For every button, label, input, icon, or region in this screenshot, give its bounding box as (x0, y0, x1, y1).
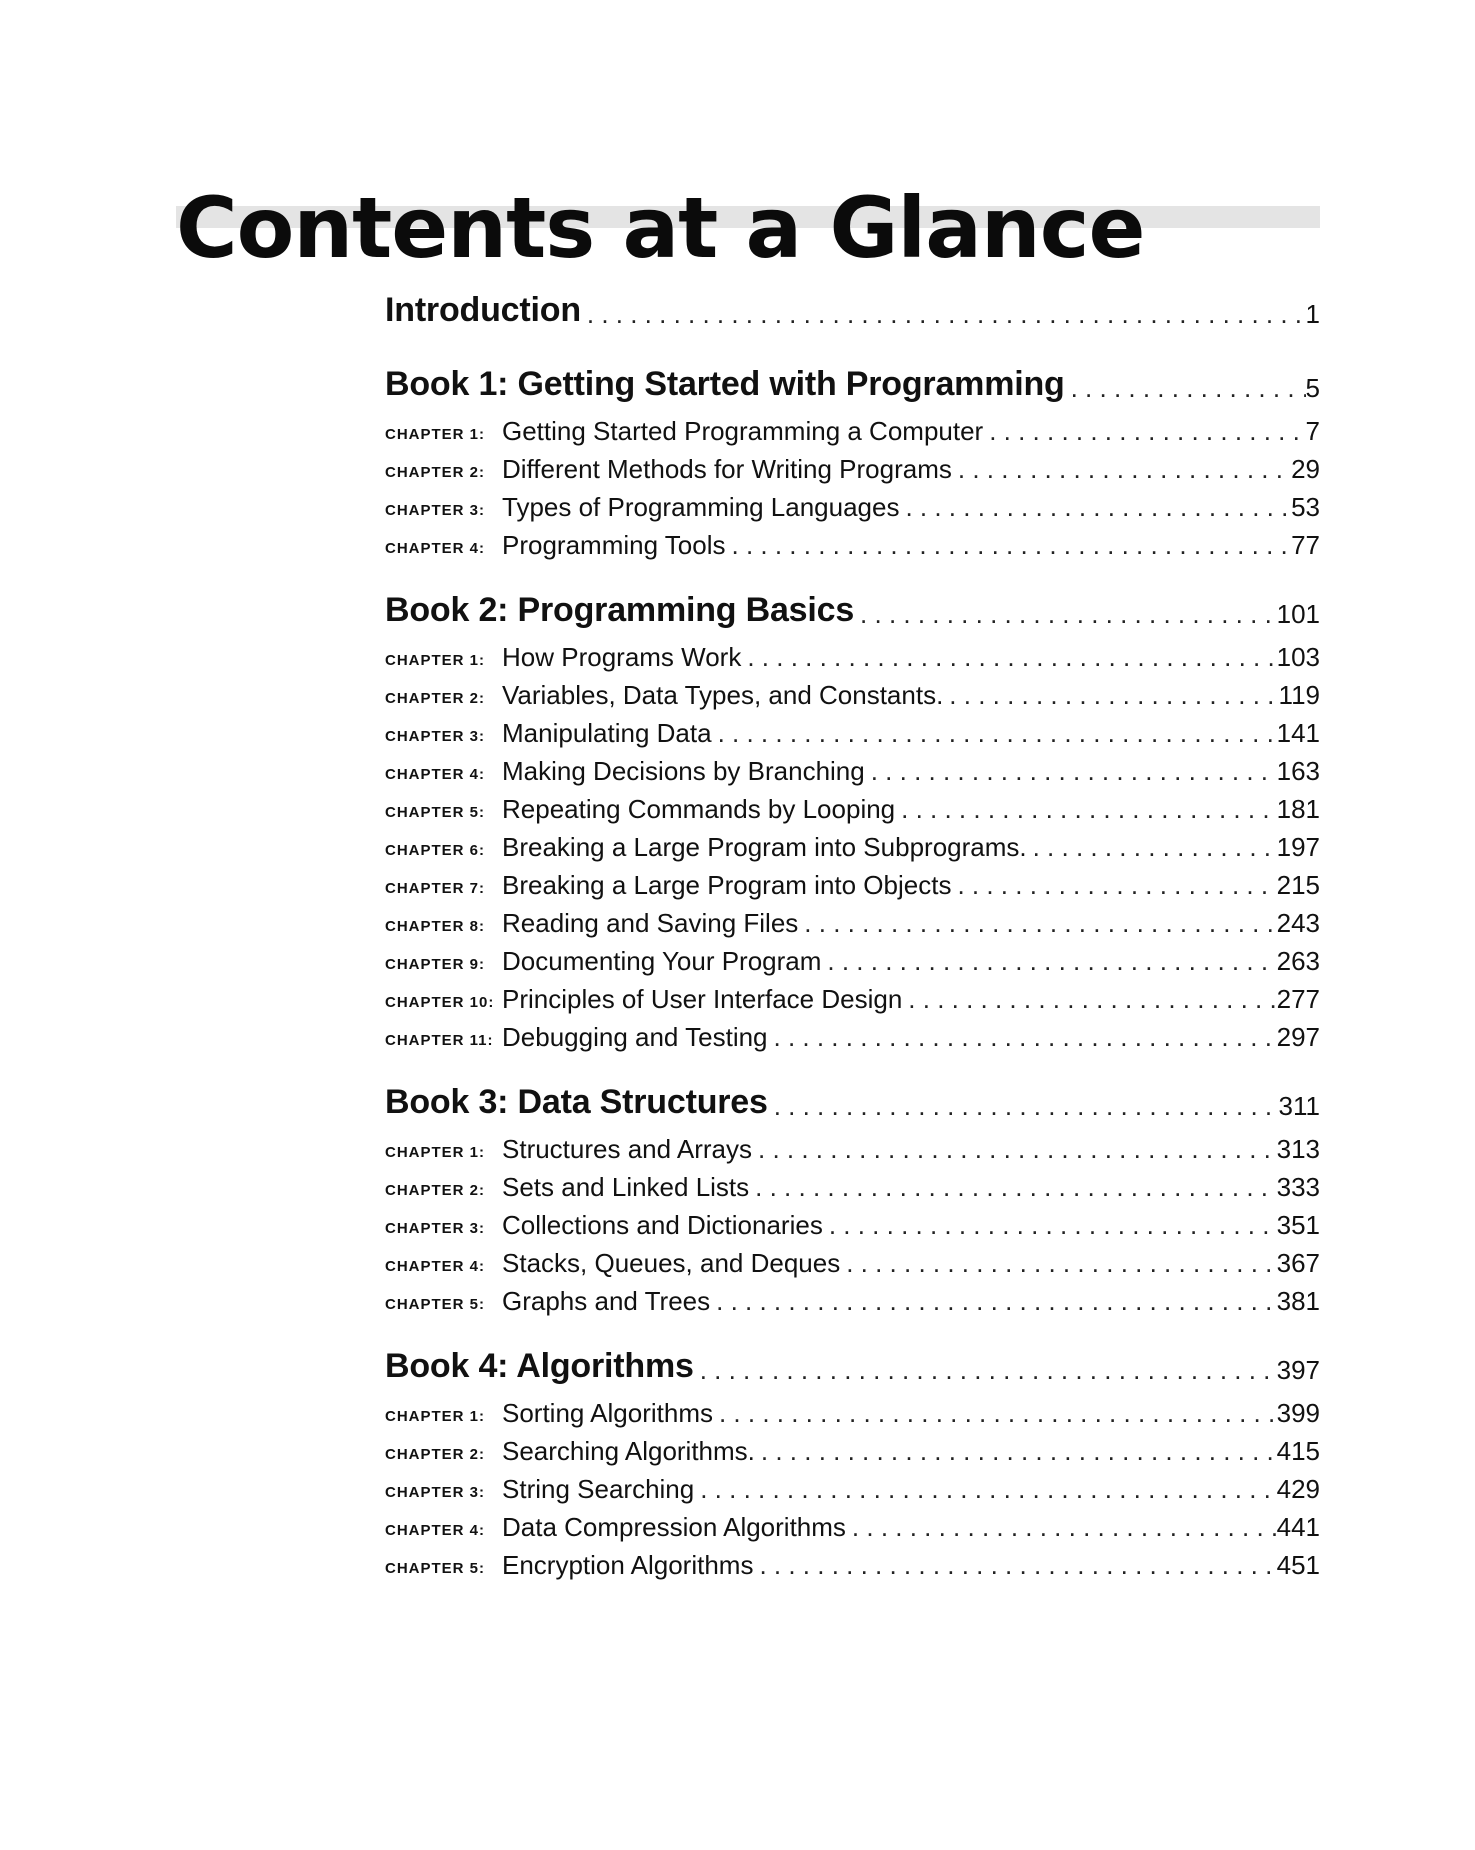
page-number: 141 (1276, 718, 1320, 748)
page-number: 381 (1276, 1286, 1320, 1316)
toc-entry-book-3[interactable] (385, 1074, 1320, 1130)
toc-entry-chapter[interactable] (385, 866, 1320, 904)
chapter-number: CHAPTER 10: (385, 994, 495, 1011)
chapter-number: CHAPTER 1: (385, 1408, 486, 1425)
toc-entry-chapter[interactable] (385, 1394, 1320, 1432)
chapter-number: CHAPTER 4: (385, 1258, 486, 1275)
chapter-title: Stacks, Queues, and Deques (502, 1248, 841, 1278)
dot-leader (895, 790, 1276, 828)
dot-leader (713, 1394, 1277, 1432)
chapter-number: CHAPTER 7: (385, 880, 486, 897)
table-of-contents (385, 282, 1320, 1602)
page-number: 397 (1276, 1355, 1320, 1385)
toc-entry-chapter[interactable] (385, 790, 1320, 828)
dot-leader (749, 1168, 1276, 1206)
dot-leader (712, 714, 1277, 752)
dot-leader (846, 1508, 1277, 1546)
chapter-number: CHAPTER 1: (385, 652, 486, 669)
chapter-number: CHAPTER 9: (385, 956, 486, 973)
toc-entry-book-2[interactable] (385, 582, 1320, 638)
page-number: 119 (1278, 680, 1320, 710)
book-title: Book 4: Algorithms (385, 1347, 694, 1385)
toc-entry-chapter[interactable] (385, 488, 1320, 526)
toc-entry-chapter[interactable] (385, 1546, 1320, 1584)
dot-leader (753, 1546, 1276, 1584)
chapter-title: Programming Tools (502, 530, 726, 560)
page-number: 451 (1276, 1550, 1320, 1580)
page-number: 313 (1276, 1134, 1320, 1164)
page-number: 77 (1291, 530, 1320, 560)
toc-entry-chapter[interactable] (385, 714, 1320, 752)
dot-leader (694, 1470, 1276, 1508)
toc-part-book-2 (385, 582, 1320, 1056)
page-number: 197 (1276, 832, 1320, 862)
chapter-title: Sorting Algorithms (502, 1398, 713, 1428)
chapter-number: CHAPTER 1: (385, 426, 486, 443)
toc-entry-chapter[interactable] (385, 942, 1320, 980)
toc-entry-chapter[interactable] (385, 980, 1320, 1018)
toc-part-book-3 (385, 1074, 1320, 1320)
page-number: 1 (1305, 299, 1320, 329)
page-number: 5 (1305, 373, 1320, 403)
toc-entry-chapter[interactable] (385, 412, 1320, 450)
toc-entry-chapter[interactable] (385, 1168, 1320, 1206)
chapter-title: Collections and Dictionaries (502, 1210, 823, 1240)
page-number: 7 (1305, 416, 1320, 446)
dot-leader (865, 752, 1277, 790)
toc-part-book-4 (385, 1338, 1320, 1584)
dot-leader (798, 904, 1276, 942)
chapter-number: CHAPTER 4: (385, 1522, 486, 1539)
chapter-number: CHAPTER 2: (385, 1182, 486, 1199)
chapter-number: CHAPTER 3: (385, 1484, 486, 1501)
page-number: 333 (1276, 1172, 1320, 1202)
chapter-title: Getting Started Programming a Computer (502, 416, 984, 446)
toc-entry-chapter[interactable] (385, 638, 1320, 676)
chapter-number: CHAPTER 6: (385, 842, 486, 859)
dot-leader (854, 590, 1277, 638)
dot-leader (710, 1282, 1276, 1320)
toc-entry-chapter[interactable] (385, 676, 1320, 714)
chapter-number: CHAPTER 4: (385, 766, 486, 783)
toc-entry-chapter[interactable] (385, 526, 1320, 564)
chapter-number: CHAPTER 5: (385, 804, 486, 821)
book-title: Introduction (385, 291, 581, 329)
chapter-number: CHAPTER 5: (385, 1296, 486, 1313)
toc-entry-chapter[interactable] (385, 1244, 1320, 1282)
chapter-title: Manipulating Data (502, 718, 712, 748)
toc-part-book-1 (385, 356, 1320, 564)
page-number: 441 (1276, 1512, 1320, 1542)
book-title: Book 3: Data Structures (385, 1083, 768, 1121)
chapter-number: CHAPTER 2: (385, 1446, 486, 1463)
page-number: 103 (1276, 642, 1320, 672)
page-number: 215 (1276, 870, 1320, 900)
dot-leader (752, 1130, 1277, 1168)
dot-leader (821, 942, 1276, 980)
page-number: 311 (1278, 1091, 1320, 1121)
toc-entry-chapter[interactable] (385, 1282, 1320, 1320)
chapter-number: CHAPTER 1: (385, 1144, 486, 1161)
toc-entry-chapter[interactable] (385, 1018, 1320, 1056)
chapter-number: CHAPTER 8: (385, 918, 486, 935)
dot-leader (840, 1244, 1276, 1282)
dot-leader (983, 412, 1305, 450)
toc-entry-introduction[interactable] (385, 282, 1320, 338)
toc-entry-chapter[interactable] (385, 1508, 1320, 1546)
page-number: 429 (1276, 1474, 1320, 1504)
dot-leader (823, 1206, 1277, 1244)
chapter-title: Different Methods for Writing Programs (502, 454, 952, 484)
chapter-title: Making Decisions by Branching (502, 756, 865, 786)
page-title: Contents at a Glance (176, 179, 1145, 278)
chapter-title: String Searching (502, 1474, 695, 1504)
chapter-title: Reading and Saving Files (502, 908, 799, 938)
toc-entry-chapter[interactable] (385, 828, 1320, 866)
page-number: 101 (1276, 599, 1320, 629)
chapter-number: CHAPTER 3: (385, 1220, 486, 1237)
dot-leader (768, 1082, 1279, 1130)
toc-entry-chapter[interactable] (385, 1206, 1320, 1244)
chapter-number: CHAPTER 2: (385, 690, 486, 707)
page-number: 415 (1276, 1436, 1320, 1466)
page-number: 367 (1276, 1248, 1320, 1278)
dot-leader (741, 638, 1276, 676)
page-number: 399 (1276, 1398, 1320, 1428)
dot-leader (951, 866, 1276, 904)
dot-leader (694, 1346, 1277, 1394)
dot-leader (902, 980, 1276, 1018)
chapter-number: CHAPTER 2: (385, 464, 486, 481)
toc-part-introduction (385, 282, 1320, 338)
chapter-title: Structures and Arrays (502, 1134, 752, 1164)
toc-entry-book-1[interactable] (385, 356, 1320, 412)
dot-leader (726, 526, 1292, 564)
page-number: 351 (1276, 1210, 1320, 1240)
chapter-title: Searching Algorithms. (502, 1436, 755, 1466)
page-number: 263 (1276, 946, 1320, 976)
toc-entry-chapter[interactable] (385, 1130, 1320, 1168)
dot-leader (952, 450, 1291, 488)
dot-leader (1027, 828, 1277, 866)
page-number: 29 (1291, 454, 1320, 484)
chapter-title: Documenting Your Program (502, 946, 822, 976)
page-number: 163 (1276, 756, 1320, 786)
dot-leader (581, 290, 1306, 338)
chapter-number: CHAPTER 3: (385, 728, 486, 745)
chapter-title: Principles of User Interface Design (502, 984, 903, 1014)
toc-entry-chapter[interactable] (385, 450, 1320, 488)
chapter-title: Types of Programming Languages (502, 492, 900, 522)
dot-leader (768, 1018, 1277, 1056)
chapter-title: Sets and Linked Lists (502, 1172, 750, 1202)
chapter-number: CHAPTER 5: (385, 1560, 486, 1577)
chapter-number: CHAPTER 11: (385, 1032, 494, 1049)
chapter-title: Debugging and Testing (502, 1022, 768, 1052)
book-title: Book 2: Programming Basics (385, 591, 855, 629)
chapter-number: CHAPTER 4: (385, 540, 486, 557)
chapter-title: Encryption Algorithms (502, 1550, 754, 1580)
page-number: 297 (1276, 1022, 1320, 1052)
toc-entry-chapter[interactable] (385, 904, 1320, 942)
toc-entry-chapter[interactable] (385, 1470, 1320, 1508)
chapter-title: Graphs and Trees (502, 1286, 711, 1316)
chapter-title: How Programs Work (502, 642, 742, 672)
page-number: 243 (1276, 908, 1320, 938)
chapter-title: Data Compression Algorithms (502, 1512, 846, 1542)
chapter-title: Breaking a Large Program into Objects (502, 870, 952, 900)
dot-leader (1065, 364, 1306, 412)
toc-entry-chapter[interactable] (385, 752, 1320, 790)
dot-leader (943, 676, 1278, 714)
toc-entry-chapter[interactable] (385, 1432, 1320, 1470)
page-number: 277 (1276, 984, 1320, 1014)
dot-leader (755, 1432, 1277, 1470)
toc-entry-book-4[interactable] (385, 1338, 1320, 1394)
chapter-title: Breaking a Large Program into Subprograms. (502, 832, 1027, 862)
chapter-number: CHAPTER 3: (385, 502, 486, 519)
chapter-title: Repeating Commands by Looping (502, 794, 896, 824)
chapter-title: Variables, Data Types, and Constants. (502, 680, 944, 710)
book-title: Book 1: Getting Started with Programming (385, 365, 1065, 403)
page-number: 53 (1291, 492, 1320, 522)
page-number: 181 (1276, 794, 1320, 824)
dot-leader (899, 488, 1291, 526)
